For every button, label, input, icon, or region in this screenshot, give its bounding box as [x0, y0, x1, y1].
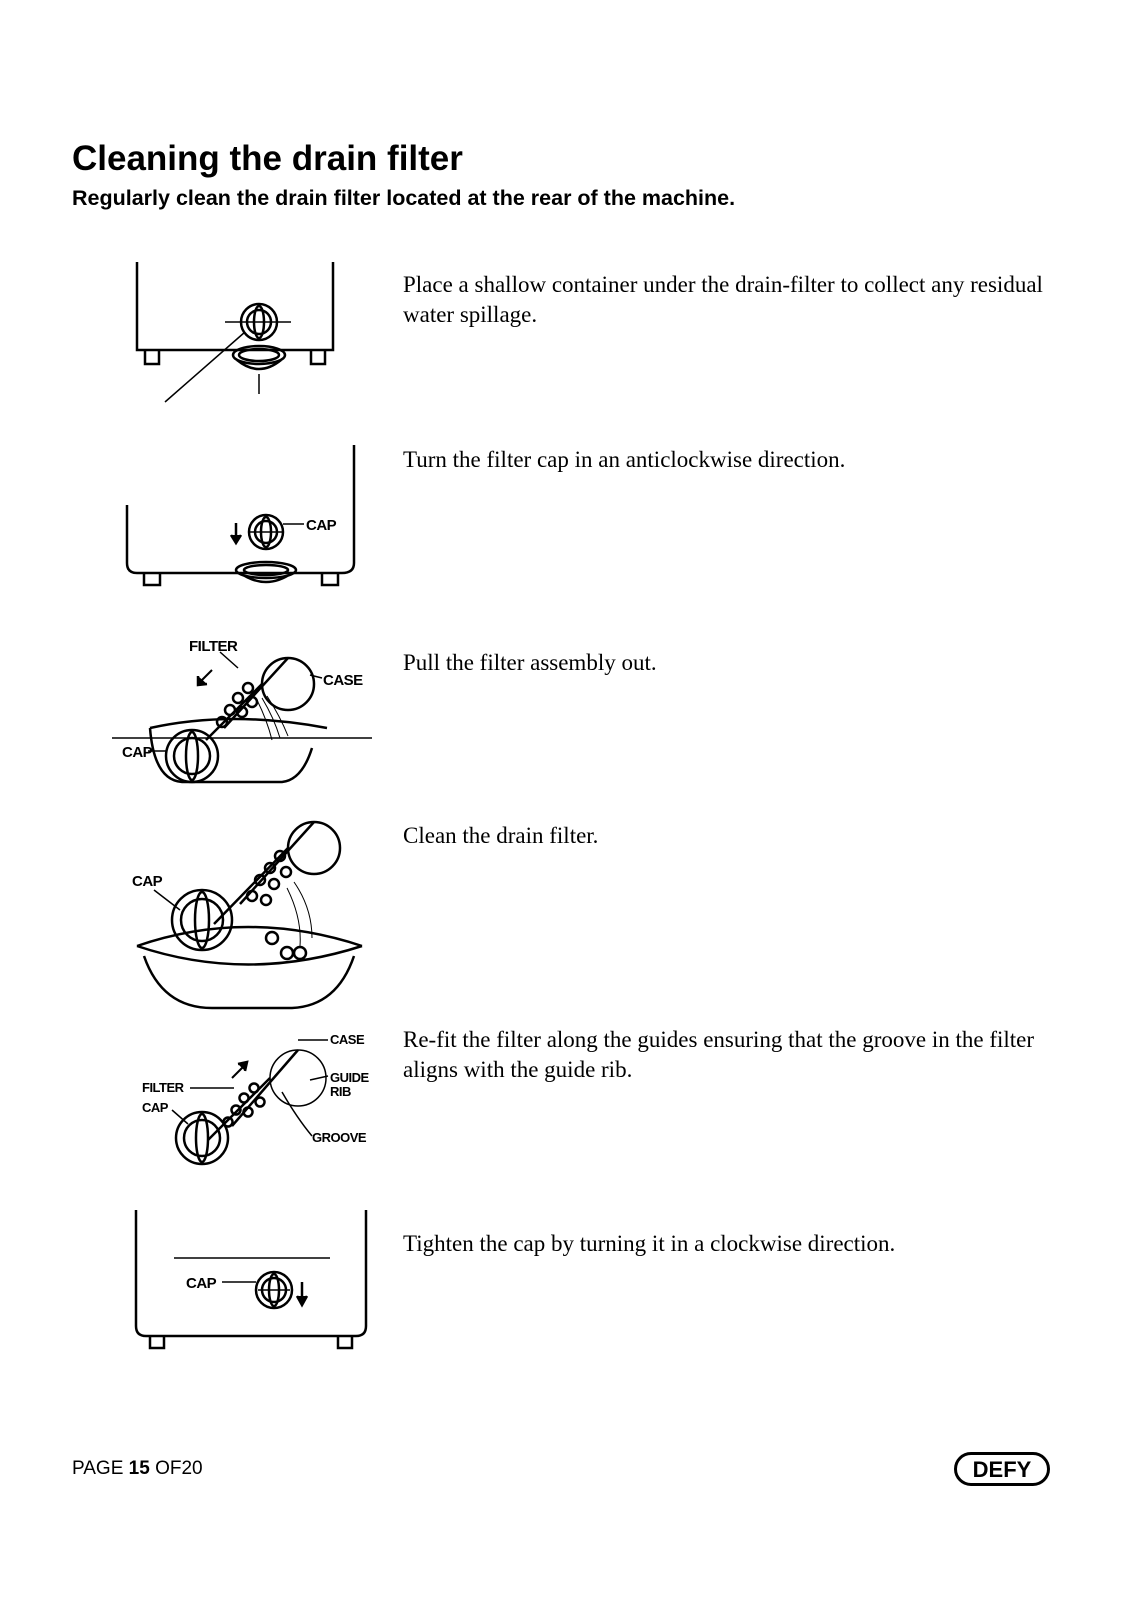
- step-4-text: Clean the drain filter.: [403, 823, 599, 848]
- logo-text: DEFY: [972, 1457, 1032, 1482]
- step-1-text: Place a shallow container under the drain-filter to collect any residual water spillage.: [403, 272, 1043, 327]
- step-4-label-cap: CAP: [132, 873, 163, 890]
- step-6-label-cap: CAP: [186, 1275, 217, 1292]
- step-6-illustration: [134, 1210, 374, 1360]
- step-3-illustration: [112, 630, 372, 790]
- step-5-label-case: CASE: [330, 1032, 365, 1047]
- step-3-label-cap: CAP: [122, 744, 153, 761]
- step-2-text: Turn the filter cap in an anticlockwise direction.: [403, 447, 846, 472]
- step-2-label-cap: CAP: [306, 517, 337, 534]
- page-subtitle: Regularly clean the drain filter located at the rear of the machine.: [72, 186, 736, 210]
- step-1-illustration: [125, 262, 355, 412]
- step-5-label-groove: GROOVE: [312, 1130, 367, 1145]
- step-6-text: Tighten the cap by turning it in a clockwise direction.: [403, 1231, 896, 1256]
- step-4-illustration: [122, 808, 372, 1013]
- step-2-illustration: [122, 445, 362, 595]
- step-5-label-guide: GUIDE: [330, 1070, 369, 1085]
- defy-logo: [954, 1452, 1050, 1486]
- step-5-text: Re-fit the filter along the guides ensuring that the groove in the filter aligns with the guide rib.: [403, 1027, 1035, 1082]
- page-current: 15: [128, 1458, 150, 1479]
- step-5-label-cap: CAP: [142, 1100, 168, 1115]
- step-3-label-filter: FILTER: [189, 638, 238, 655]
- step-3-text: Pull the filter assembly out.: [403, 650, 657, 675]
- step-5-label-filter: FILTER: [142, 1080, 184, 1095]
- page-number: [72, 1458, 203, 1480]
- page-prefix: PAGE: [72, 1458, 124, 1479]
- page-title: Cleaning the drain filter: [72, 139, 463, 178]
- step-3-label-case: CASE: [323, 672, 363, 689]
- step-5-label-rib: RIB: [330, 1084, 351, 1099]
- step-5-illustration: [132, 1028, 382, 1183]
- page-suffix: OF20: [155, 1458, 203, 1479]
